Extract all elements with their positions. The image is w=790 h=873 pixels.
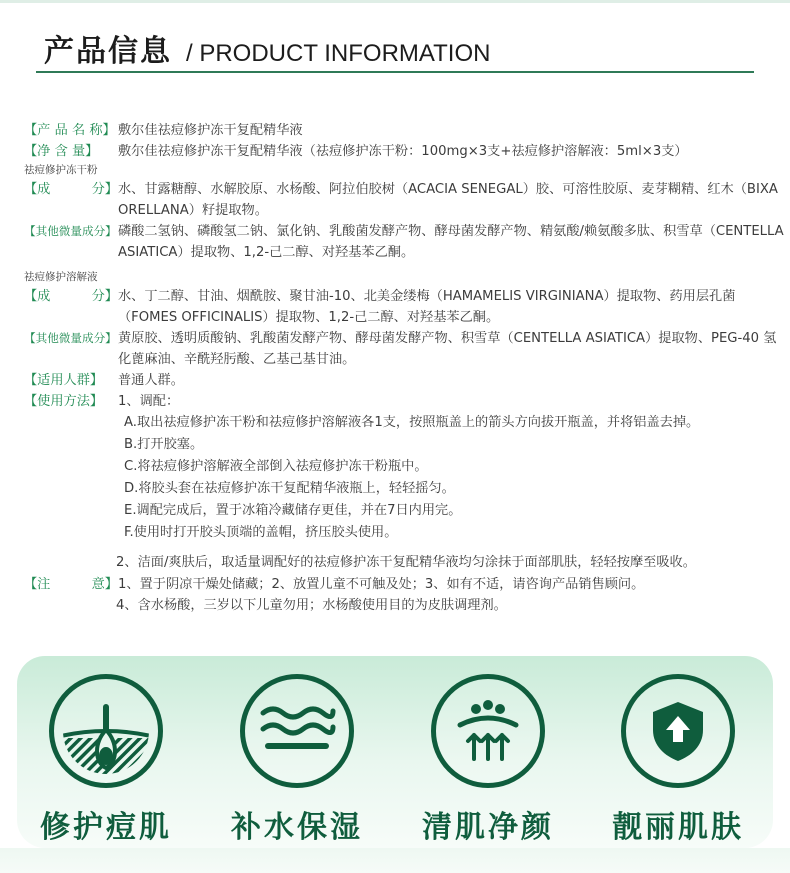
feature-label-repair: 修护痘肌 (40, 810, 172, 845)
label-note (24, 574, 118, 595)
value-audience: 普通人群。 (118, 373, 184, 388)
label-note-left: 【注 (24, 577, 51, 592)
usage-step: E.调配完成后，置于冰箱冷藏储存更佳，并在7日内用完。 (124, 503, 462, 518)
info-row-powder-trace (24, 221, 784, 263)
feature-label-purify: 清肌净颜 (422, 810, 554, 845)
label-usage: 【使用方法】 (24, 394, 104, 409)
header-underline (36, 71, 754, 73)
feature-purify (398, 674, 578, 846)
label-product-name: 【产 品 名 称】 (24, 123, 116, 138)
info-row-usage (24, 391, 784, 412)
product-info (24, 120, 784, 616)
value-net: 敷尔佳祛痘修护冻干复配精华液（祛痘修护冻干粉：100mg×3支+祛痘修护溶解液：5ml×3支） (118, 144, 688, 159)
usage-step: A.取出祛痘修护冻干粉和祛痘修护溶解液各1支，按照瓶盖上的箭头方向拔开瓶盖，并将铝盖去掉。 (124, 415, 700, 430)
usage-step: C.将祛痘修护溶解液全部倒入祛痘修护冻干粉瓶中。 (124, 459, 428, 474)
section-header (44, 26, 491, 69)
value-note-1: 1、置于阴凉干燥处储藏；2、放置儿童不可触及处；3、如有不适，请咨询产品销售顾问。 (118, 577, 645, 592)
usage-step: D.将胶头套在祛痘修护冻干复配精华液瓶上，轻轻摇匀。 (124, 481, 455, 496)
usage-step-2: 2、洁面/爽肤后，取适量调配好的祛痘修护冻干复配精华液均匀涂抹于面部肌肤，轻轻按摩至吸收。 (116, 555, 696, 570)
label-ingredients-right: 分】 (91, 289, 118, 304)
shield-up-icon (621, 674, 735, 788)
label-note-right: 意】 (91, 577, 118, 592)
page-title: 产品信息 (44, 34, 172, 69)
features-list (17, 656, 773, 848)
hydration-waves-icon (240, 674, 354, 788)
label-ingredients (24, 179, 118, 221)
powder-subheading: 祛痘修护冻干粉 (24, 164, 98, 176)
skin-repair-icon (49, 674, 163, 788)
bottom-strip (0, 848, 790, 873)
label-ingredients-left: 【成 (24, 182, 51, 197)
usage-step: B.打开胶塞。 (124, 437, 204, 452)
value-usage-intro: 1、调配： (118, 394, 180, 409)
feature-radiant (588, 674, 768, 846)
feature-hydrate (207, 674, 387, 846)
info-row-net (24, 141, 784, 162)
info-row-product-name (24, 120, 784, 141)
label-ingredients-right: 分】 (91, 182, 118, 197)
purify-arrows-icon (431, 674, 545, 788)
value-note-2: 4、含水杨酸，三岁以下儿童勿用；水杨酸使用目的为皮肤调理剂。 (116, 598, 507, 613)
top-divider (0, 0, 790, 3)
label-ingredients-2 (24, 286, 118, 328)
feature-repair (16, 674, 196, 846)
info-row-note (24, 574, 784, 595)
label-ingredients-left: 【成 (24, 289, 51, 304)
value-solution-ingredients: 水、丁二醇、甘油、烟酰胺、聚甘油-10、北美金缕梅（HAMAMELIS VIRGINIANA）提取物、药用层孔菌（FOMES OFFICINALIS）提取物、1,2-己二醇、对羟基苯乙酮。 (118, 289, 736, 325)
page-subtitle: / PRODUCT INFORMATION (186, 40, 491, 67)
label-audience: 【适用人群】 (24, 373, 104, 388)
label-net: 【净 含 量】 (24, 144, 99, 159)
info-row-powder-ingredients (24, 179, 784, 221)
value-solution-trace: 黄原胶、透明质酸钠、乳酸菌发酵产物、酵母菌发酵产物、积雪草（CENTELLA ASIATICA）提取物、PEG-40 氢化蓖麻油、辛酰羟肟酸、乙基己基甘油。 (118, 331, 777, 367)
usage-step: F.使用时打开胶头顶端的盖帽，挤压胶头使用。 (124, 525, 398, 540)
info-row-solution-trace (24, 328, 784, 370)
label-trace-2: 【其他微量成分】 (24, 331, 117, 345)
label-trace: 【其他微量成分】 (24, 224, 117, 238)
solution-subheading: 祛痘修护溶解液 (24, 271, 98, 283)
info-row-solution-ingredients (24, 286, 784, 328)
value-powder-trace: 磷酸二氢钠、磷酸氢二钠、氯化钠、乳酸菌发酵产物、酵母菌发酵产物、精氨酸/赖氨酸多肽、积雪草（CENTELLA ASIATICA）提取物、1,2-己二醇、对羟基苯乙酮。 (118, 224, 784, 260)
feature-label-radiant: 靓丽肌肤 (612, 810, 744, 845)
value-product-name: 敷尔佳祛痘修护冻干复配精华液 (118, 123, 303, 138)
feature-label-hydrate: 补水保湿 (231, 810, 363, 845)
value-powder-ingredients: 水、甘露糖醇、水解胶原、水杨酸、阿拉伯胶树（ACACIA SENEGAL）胶、可溶性胶原、麦芽糊精、红木（BIXA ORELLANA）籽提取物。 (118, 182, 778, 218)
info-row-audience (24, 370, 784, 391)
